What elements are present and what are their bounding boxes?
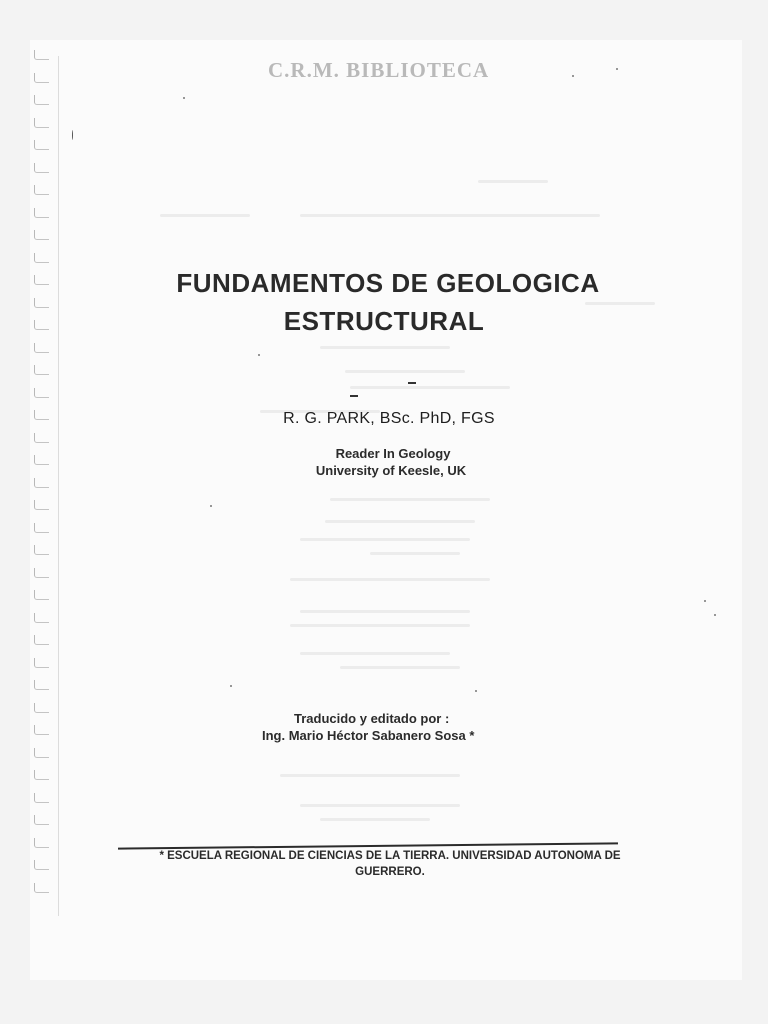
binding-hole [34, 140, 49, 150]
binding-hole [34, 590, 49, 600]
dash-mark [408, 382, 416, 384]
binding-hole [34, 523, 49, 533]
spiral-binding [30, 50, 60, 910]
binding-hole [34, 95, 49, 105]
binding-edge [58, 56, 59, 916]
dash-mark [350, 395, 358, 397]
binding-hole [34, 725, 49, 735]
binding-hole [34, 118, 49, 128]
author-name: R. G. PARK, BSc. PhD, FGS [283, 410, 495, 427]
binding-hole [34, 433, 49, 443]
binding-hole [34, 185, 49, 195]
binding-hole [34, 73, 49, 83]
binding-hole [34, 365, 49, 375]
binding-hole [34, 500, 49, 510]
binding-hole [34, 883, 49, 893]
binding-hole [34, 478, 49, 488]
binding-hole [34, 545, 49, 555]
binding-hole [34, 230, 49, 240]
translator-name: Ing. Mario Héctor Sabanero Sosa * [262, 728, 475, 743]
binding-hole [34, 568, 49, 578]
library-stamp: C.R.M. BIBLIOTECA [268, 58, 490, 82]
binding-hole [34, 748, 49, 758]
binding-hole [34, 163, 49, 173]
book-title-line-2: ESTRUCTURAL [283, 306, 485, 336]
binding-hole [34, 658, 49, 668]
binding-hole [34, 208, 49, 218]
binding-hole [34, 703, 49, 713]
binding-hole [34, 343, 49, 353]
footnote-line-1: * ESCUELA REGIONAL DE CIENCIAS DE LA TIERRA. UNIVERSIDAD AUTONOMA DE [159, 850, 621, 862]
binding-hole [34, 50, 49, 60]
paper-sheet [30, 40, 742, 980]
binding-hole [34, 838, 49, 848]
binding-hole [34, 253, 49, 263]
author-position: Reader In Geology [335, 446, 451, 461]
binding-hole [34, 388, 49, 398]
footnote-line-2: GUERRERO. [355, 866, 425, 878]
binding-hole [34, 680, 49, 690]
binding-hole [34, 860, 49, 870]
binding-hole [34, 793, 49, 803]
translation-credit-label: Traducido y editado por : [294, 711, 450, 726]
binding-hole [34, 635, 49, 645]
binding-hole [34, 770, 49, 780]
binding-hole [34, 815, 49, 825]
author-university: University of Keesle, UK [315, 463, 467, 478]
binding-hole [34, 613, 49, 623]
book-title-line-1: FUNDAMENTOS DE GEOLOGICA [176, 268, 600, 298]
